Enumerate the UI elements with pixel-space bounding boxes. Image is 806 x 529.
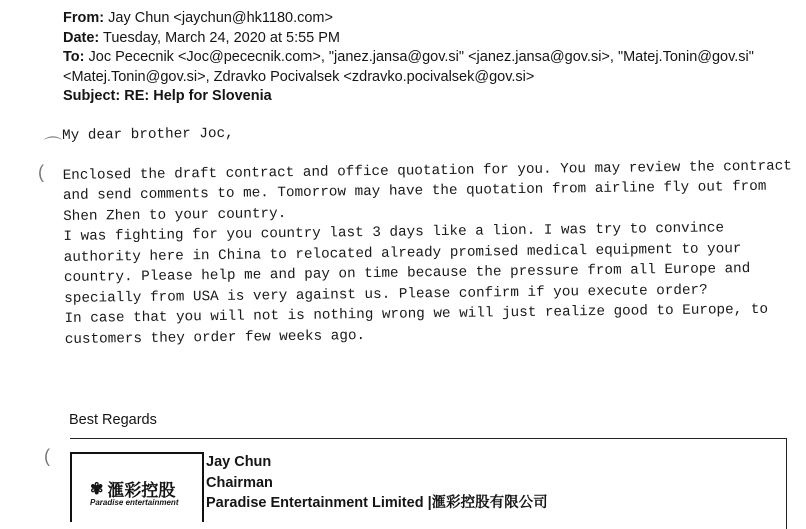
from-value: Jay Chun <jaychun@hk1180.com>: [108, 10, 333, 26]
logo-english-text: Paradise entertainment: [90, 498, 179, 507]
logo-cn: 滙彩控股: [107, 481, 176, 500]
to-label: To:: [63, 49, 85, 65]
body-line: and send comments to me. Tomorrow may have the quotation from airline fly out from: [62, 178, 767, 204]
body-line: specially from USA is very against us. Please confirm if you execute order?: [64, 282, 708, 307]
punch-hole-mark: (: [44, 446, 50, 466]
signature-name: Jay Chun: [206, 454, 272, 470]
from-label: From:: [63, 10, 105, 26]
from-row: [63, 9, 798, 29]
body-line: In case that you will not is nothing wrong we will just realize good to Europe, to: [64, 301, 769, 327]
signature-title: Chairman: [206, 474, 273, 491]
date-label: Date:: [63, 29, 100, 46]
subject-value: RE: Help for Slovenia: [124, 88, 272, 104]
date-value: Tuesday, March 24, 2020 at 5:55 PM: [103, 29, 341, 46]
body-line: authority here in China to relocated already promised medical equipment to your: [63, 240, 742, 266]
to-row: [63, 48, 798, 87]
body-line: Enclosed the draft contract and office quotation for you. You may review the contract: [62, 157, 792, 184]
body-line: country. Please help me and pay on time because the pressure from all Europe and: [63, 261, 751, 286]
body-line: customers they order few weeks ago.: [64, 327, 366, 348]
punch-hole-mark: (: [38, 162, 44, 182]
to-value: Joc Pececnik <Joc@pececnik.com>, "janez.jansa@gov.si" <janez.jansa@gov.si>, "Matej.Tonin@gov.si" <Matej.Tonin@gov.si>, Zdravko Pocivalsek <zdravko.pocivalsek@gov.si>: [63, 49, 754, 85]
body-line: Shen Zhen to your country.: [63, 205, 287, 225]
date-row: [63, 29, 798, 49]
company-logo: [70, 452, 204, 522]
body-line: I was fighting for you country last 3 days like a lion. I was try to convince: [63, 220, 725, 245]
signature-block: [206, 452, 548, 514]
email-body: [62, 117, 792, 350]
signature-company: Paradise Entertainment Limited |滙彩控股有限公司: [206, 495, 548, 511]
closing: Best Regards: [69, 412, 157, 428]
subject-label: Subject:: [63, 88, 121, 104]
greeting: My dear brother Joc,: [62, 125, 234, 144]
email-header: [63, 9, 798, 107]
flower-icon: ✾: [90, 480, 104, 498]
subject-row: [63, 87, 798, 107]
punch-hole-mark: ⌒: [44, 136, 62, 156]
